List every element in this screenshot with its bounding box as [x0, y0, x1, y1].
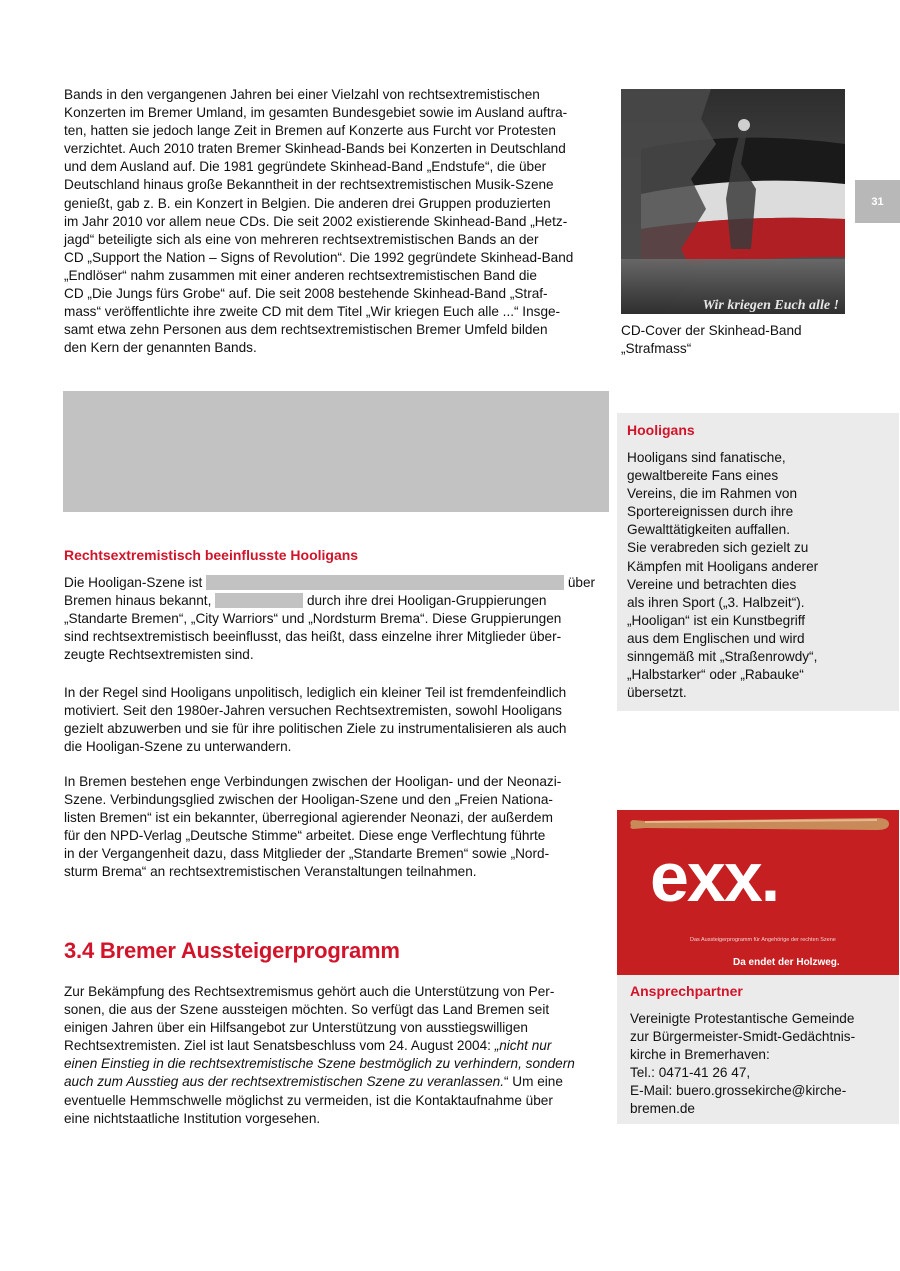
exx-small-text: Das Aussteigerprogramm für Angehörige der rechten Szene: [690, 937, 836, 943]
text-line: den Kern der genannten Bands.: [64, 340, 257, 356]
info-line: Sportereignissen durch ihre: [627, 504, 794, 520]
text-line: genießt, gab z. B. ein Konzert in Belgien. Die anderen drei Gruppen produzierten: [64, 195, 551, 211]
text-fragment: über: [567, 575, 596, 590]
info-line: als ihren Sport („3. Halbzeit“).: [627, 594, 805, 610]
text-line: und dem Ausland auf. Die 1981 gegründete Skinhead-Band „Endstufe“, die über: [64, 159, 547, 175]
intro-paragraph: [64, 86, 609, 357]
text-line: [64, 592, 609, 610]
exx-slogan: Da endet der Holzweg.: [733, 957, 840, 968]
text-line: Konzerten im Bremer Umland, im gesamten Bundesgebiet sowie im Ausland auftra-: [64, 105, 568, 121]
contact-line: Tel.: 0471-41 26 47,: [630, 1065, 751, 1081]
text-line: eine nichtstaatliche Institution vorgesehen.: [64, 1110, 321, 1126]
text-line: samt etwa zehn Personen aus dem rechtsextremistischen Bremer Umfeld bilden: [64, 322, 548, 338]
text-line: für den NPD-Verlag „Deutsche Stimme“ arbeitet. Diese enge Verflechtung führte: [64, 828, 546, 844]
contact-text: [630, 1010, 855, 1119]
info-line: übersetzt.: [627, 685, 687, 701]
contact-line: E-Mail: buero.grossekirche@kirche-: [630, 1083, 847, 1099]
hooligans-paragraph-3: [64, 773, 609, 882]
exx-logo: exx.: [650, 838, 779, 916]
info-line: Vereins, die im Rahmen von: [627, 486, 798, 502]
text-line: jagd“ beteiligte sich als eine von mehreren rechtsextremistischen Bands an der: [64, 231, 539, 247]
section-heading-aussteiger: 3.4 Bremer Aussteigerprogramm: [64, 938, 400, 963]
text-fragment: durch ihre drei Hooligan-Gruppierungen: [306, 593, 547, 609]
text-line: zeugte Rechtsextremisten sind.: [64, 647, 254, 663]
inline-redaction: [206, 575, 564, 590]
info-line: gewaltbereite Fans eines: [627, 468, 779, 484]
inline-redaction: [215, 593, 303, 608]
info-line: Sie verabreden sich gezielt zu: [627, 540, 809, 556]
text-line: sind rechtsextremistisch beeinflusst, das heißt, dass einzelne ihrer Mitglieder über-: [64, 629, 562, 645]
text-line: mass“ veröffentlichte ihre zweite CD mit dem Titel „Wir kriegen Euch alle ...“ Insge-: [64, 304, 561, 320]
text-line: im Jahr 2010 vor allem neue CDs. Die seit 2002 existierende Skinhead-Band „Hetz-: [64, 213, 568, 229]
text-line: [64, 1037, 609, 1055]
cd-cover-title: Wir kriegen Euch alle !: [702, 298, 839, 313]
text-line: ten, hatten sie jedoch lange Zeit in Bremen auf Konzerte aus Furcht vor Protesten: [64, 123, 556, 139]
text-line: listen Bremen“ ist ein bekannter, überregional agierender Neonazi, der außerdem: [64, 810, 553, 826]
text-line: In Bremen bestehen enge Verbindungen zwischen der Hooligan- und der Neonazi-: [64, 774, 562, 789]
text-fragment: Die Hooligan-Szene ist: [64, 575, 203, 590]
text-line: „Standarte Bremen“, „City Warriors“ und „Nordsturm Brema“. Diese Gruppierungen: [64, 611, 562, 627]
page-number: 31: [855, 180, 900, 223]
text-line: sturm Brema“ an rechtsextremistischen Veranstaltungen teilnahmen.: [64, 864, 477, 880]
text-line: gezielt abzuwerben und sie für ihre politischen Ziele zu instrumentalisieren als auch: [64, 721, 567, 737]
hooligans-info-title: Hooligans: [627, 422, 695, 438]
info-line: sinngemäß mit „Straßenrowdy“,: [627, 649, 818, 665]
text-line: in der Vergangenheit dazu, dass Mitglieder der „Standarte Bremen“ sowie „Nord-: [64, 846, 550, 862]
aussteiger-paragraph: [64, 983, 609, 1128]
quote-fragment: einen Einstieg in die rechtsextremistische Szene bestmöglich zu verhindern, sondern: [64, 1056, 575, 1072]
text-fragment: “ Um eine: [504, 1074, 563, 1090]
section-heading-hooligans: Rechtsextremistisch beeinflusste Hooligans: [64, 547, 359, 563]
text-line: Bands in den vergangenen Jahren bei einer Vielzahl von rechtsextremistischen: [64, 87, 540, 102]
contact-line: kirche in Bremerhaven:: [630, 1047, 770, 1063]
cd-cover-image: [621, 89, 845, 314]
text-line: CD „Support the Nation – Signs of Revolution“. Die 1992 gegründete Skinhead-Band: [64, 249, 574, 265]
contact-line: Vereinigte Protestantische Gemeinde: [630, 1011, 855, 1026]
text-line: In der Regel sind Hooligans unpolitisch, lediglich ein kleiner Teil ist fremdenfeindlich: [64, 685, 567, 700]
hooligans-info-text: [627, 449, 818, 702]
text-line: die Hooligan-Szene zu unterwandern.: [64, 739, 292, 755]
text-line: Deutschland hinaus große Bekanntheit in der rechtsextremistischen Musik-Szene: [64, 177, 554, 193]
text-line: CD „Die Jungs fürs Grobe“ auf. Die seit 2008 bestehende Skinhead-Band „Straf-: [64, 286, 548, 302]
text-line: sonen, die aus der Szene aussteigen möchten. So verfügt das Land Bremen seit: [64, 1002, 550, 1018]
text-line: [64, 574, 609, 592]
info-line: Hooligans sind fanatische,: [627, 450, 786, 465]
info-line: „Hooligan“ ist ein Kunstbegriff: [627, 612, 806, 628]
text-line: Szene. Verbindungsglied zwischen der Hooligan-Szene und den „Freien Nationa-: [64, 792, 553, 808]
caption-line: „Strafmass“: [621, 341, 692, 356]
quote-fragment: „nicht nur: [494, 1038, 552, 1054]
text-line: eventuelle Hemmschwelle möglichst zu vermeiden, ist die Kontaktaufnahme über: [64, 1092, 553, 1108]
text-line: „Endlöser“ nahm zusammen mit einer anderen rechtsextremistischen Band die: [64, 267, 537, 283]
caption-line: CD-Cover der Skinhead-Band: [621, 323, 802, 338]
hooligans-paragraph-2: [64, 684, 609, 756]
info-line: Vereine und betrachten dies: [627, 576, 797, 592]
cd-caption: [621, 322, 802, 358]
text-line: Zur Bekämpfung des Rechtsextremismus gehört auch die Unterstützung von Per-: [64, 984, 555, 999]
info-line: Kämpfen mit Hooligans anderer: [627, 558, 819, 574]
text-line: verzichtet. Auch 2010 traten Bremer Skinhead-Bands bei Konzerten in Deutschland: [64, 141, 566, 157]
contact-line: zur Bürgermeister-Smidt-Gedächtnis-: [630, 1029, 856, 1045]
text-line: [64, 1055, 609, 1073]
text-line: einigen Jahren über ein Hilfsangebot zur Unterstützung von ausstiegswilligen: [64, 1020, 528, 1036]
info-line: Gewalttätigkeiten auffallen.: [627, 522, 790, 538]
contact-line: bremen.de: [630, 1101, 695, 1117]
text-line: motiviert. Seit den 1980er-Jahren versuchen Rechtsextremisten, sowohl Hooligans: [64, 703, 562, 719]
contact-title: Ansprechpartner: [630, 983, 743, 999]
text-line: [64, 1073, 609, 1091]
text-fragment: Rechtsextremisten. Ziel ist laut Senatsbeschluss vom 24. August 2004:: [64, 1038, 495, 1054]
info-line: „Halbstarker“ oder „Rabauke“: [627, 667, 804, 683]
quote-fragment: auch zum Ausstieg aus der rechtsextremistischen Szene zu veranlassen.: [64, 1074, 504, 1090]
text-fragment: Bremen hinaus bekannt,: [64, 593, 212, 609]
hooligans-paragraph-1: [64, 574, 609, 664]
info-line: aus dem Englischen und wird: [627, 630, 805, 646]
redacted-block: [63, 391, 609, 512]
